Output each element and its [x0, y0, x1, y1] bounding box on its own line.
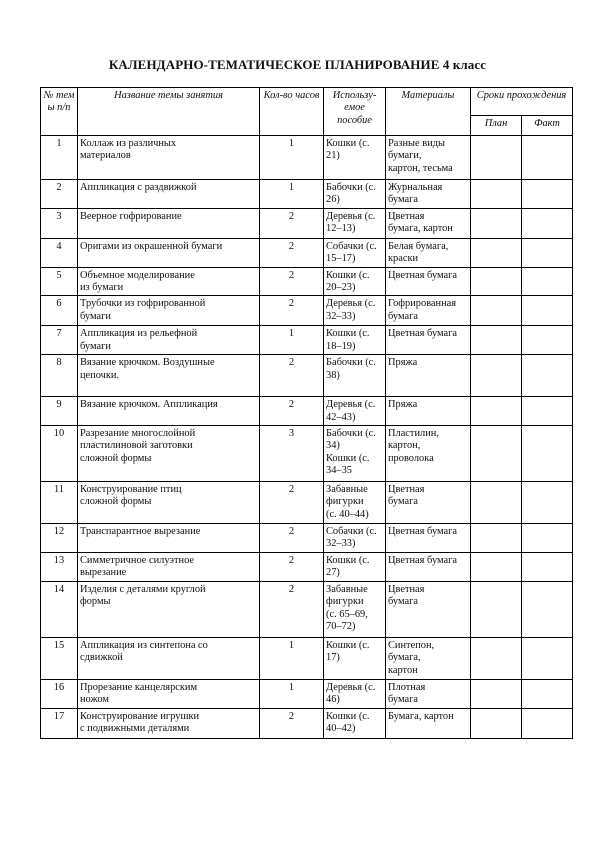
row-plan-date[interactable] [471, 267, 522, 296]
row-materials: Пряжа [386, 355, 471, 397]
row-materials: Цветная бумага [386, 482, 471, 524]
row-hours: 1 [260, 679, 324, 708]
row-number: 2 [41, 180, 78, 209]
row-materials: Пластилин, картон, проволока [386, 426, 471, 482]
table-row [41, 708, 573, 738]
row-fact-date[interactable] [522, 136, 573, 180]
row-hours: 2 [260, 208, 324, 238]
row-aid: Бабочки (с. 38) [324, 355, 386, 397]
row-hours: 2 [260, 552, 324, 581]
row-plan-date[interactable] [471, 136, 522, 180]
header-plan: План [471, 116, 522, 136]
row-fact-date[interactable] [522, 296, 573, 326]
row-fact-date[interactable] [522, 426, 573, 482]
row-materials: Пряжа [386, 397, 471, 426]
row-plan-date[interactable] [471, 552, 522, 581]
row-number: 3 [41, 208, 78, 238]
row-fact-date[interactable] [522, 355, 573, 397]
row-topic-name: Конструирование птиц сложной формы [78, 482, 260, 524]
row-topic-name: Разрезание многослойной пластилиновой заготовки сложной формы [78, 426, 260, 482]
table-row [41, 482, 573, 524]
row-number: 9 [41, 397, 78, 426]
header-hours: Кол-во часов [260, 88, 324, 136]
row-topic-name: Вязание крючком. Воздушные цепочки. [78, 355, 260, 397]
row-hours: 1 [260, 326, 324, 355]
row-plan-date[interactable] [471, 679, 522, 708]
row-topic-name: Аппликация из рельефной бумаги [78, 326, 260, 355]
row-fact-date[interactable] [522, 482, 573, 524]
row-plan-date[interactable] [471, 355, 522, 397]
row-plan-date[interactable] [471, 482, 522, 524]
row-materials: Цветная бумага, картон [386, 208, 471, 238]
row-fact-date[interactable] [522, 552, 573, 581]
row-aid: Деревья (с. 12–13) [324, 208, 386, 238]
row-topic-name: Аппликация из синтепона со сдвижкой [78, 637, 260, 679]
header-number: № тем ы п/п [41, 88, 78, 136]
table-row [41, 326, 573, 355]
row-fact-date[interactable] [522, 180, 573, 209]
row-plan-date[interactable] [471, 296, 522, 326]
row-aid: Деревья (с. 46) [324, 679, 386, 708]
row-materials: Цветная бумага [386, 552, 471, 581]
row-number: 13 [41, 552, 78, 581]
row-materials: Бумага, картон [386, 708, 471, 738]
table-row [41, 355, 573, 397]
row-topic-name: Прорезание канцелярским ножом [78, 679, 260, 708]
table-row [41, 679, 573, 708]
row-plan-date[interactable] [471, 637, 522, 679]
row-materials: Цветная бумага [386, 326, 471, 355]
row-topic-name: Транспарантное вырезание [78, 524, 260, 553]
row-plan-date[interactable] [471, 180, 522, 209]
row-plan-date[interactable] [471, 238, 522, 267]
table-body [41, 136, 573, 739]
row-aid: Кошки (с. 18–19) [324, 326, 386, 355]
table-row [41, 524, 573, 553]
row-number: 15 [41, 637, 78, 679]
row-hours: 2 [260, 524, 324, 553]
table-row [41, 296, 573, 326]
header-topic-name: Название темы занятия [78, 88, 260, 136]
row-hours: 2 [260, 482, 324, 524]
row-fact-date[interactable] [522, 524, 573, 553]
row-topic-name: Веерное гофрирование [78, 208, 260, 238]
row-hours: 2 [260, 267, 324, 296]
table-row [41, 426, 573, 482]
row-number: 4 [41, 238, 78, 267]
row-topic-name: Коллаж из различных материалов [78, 136, 260, 180]
row-topic-name: Трубочки из гофрированной бумаги [78, 296, 260, 326]
header-materials: Материалы [386, 88, 471, 136]
table-row [41, 136, 573, 180]
row-topic-name: Симметричное силуэтное вырезание [78, 552, 260, 581]
row-topic-name: Вязание крючком. Аппликация [78, 397, 260, 426]
row-topic-name: Оригами из окрашенной бумаги [78, 238, 260, 267]
row-fact-date[interactable] [522, 708, 573, 738]
row-aid: Деревья (с. 42–43) [324, 397, 386, 426]
planning-table [40, 87, 573, 739]
header-aid: Использу- емое пособие [324, 88, 386, 136]
table-row [41, 552, 573, 581]
row-fact-date[interactable] [522, 637, 573, 679]
row-aid: Кошки (с. 40–42) [324, 708, 386, 738]
row-hours: 1 [260, 637, 324, 679]
row-fact-date[interactable] [522, 581, 573, 637]
table-row [41, 581, 573, 637]
row-fact-date[interactable] [522, 679, 573, 708]
row-number: 7 [41, 326, 78, 355]
row-hours: 2 [260, 355, 324, 397]
row-hours: 3 [260, 426, 324, 482]
row-materials: Цветная бумага [386, 524, 471, 553]
table-row [41, 180, 573, 209]
row-fact-date[interactable] [522, 238, 573, 267]
row-aid: Деревья (с. 32–33) [324, 296, 386, 326]
header-dates: Сроки прохождения [471, 88, 573, 116]
row-plan-date[interactable] [471, 426, 522, 482]
row-hours: 1 [260, 180, 324, 209]
row-plan-date[interactable] [471, 524, 522, 553]
row-plan-date[interactable] [471, 581, 522, 637]
row-materials: Плотная бумага [386, 679, 471, 708]
row-hours: 2 [260, 397, 324, 426]
row-fact-date[interactable] [522, 397, 573, 426]
row-number: 5 [41, 267, 78, 296]
row-topic-name: Конструирование игрушки с подвижными деталями [78, 708, 260, 738]
row-number: 6 [41, 296, 78, 326]
row-number: 10 [41, 426, 78, 482]
table-row [41, 208, 573, 238]
row-aid: Кошки (с. 20–23) [324, 267, 386, 296]
row-aid: Кошки (с. 21) [324, 136, 386, 180]
table-row [41, 267, 573, 296]
row-aid: Забавные фигурки (с. 65–69, 70–72) [324, 581, 386, 637]
row-topic-name: Объемное моделирование из бумаги [78, 267, 260, 296]
row-number: 16 [41, 679, 78, 708]
row-materials: Журнальная бумага [386, 180, 471, 209]
row-aid: Собачки (с. 32–33) [324, 524, 386, 553]
row-materials: Цветная бумага [386, 581, 471, 637]
row-number: 11 [41, 482, 78, 524]
table-row [41, 637, 573, 679]
row-aid: Бабочки (с. 26) [324, 180, 386, 209]
row-materials: Белая бумага, краски [386, 238, 471, 267]
row-materials: Синтепон, бумага, картон [386, 637, 471, 679]
row-hours: 2 [260, 708, 324, 738]
header-fact: Факт [522, 116, 573, 136]
row-materials: Гофрированная бумага [386, 296, 471, 326]
row-aid: Собачки (с. 15–17) [324, 238, 386, 267]
row-fact-date[interactable] [522, 208, 573, 238]
row-plan-date[interactable] [471, 208, 522, 238]
row-materials: Цветная бумага [386, 267, 471, 296]
row-number: 14 [41, 581, 78, 637]
table-row [41, 397, 573, 426]
row-hours: 1 [260, 136, 324, 180]
row-hours: 2 [260, 296, 324, 326]
row-number: 1 [41, 136, 78, 180]
row-plan-date[interactable] [471, 326, 522, 355]
row-number: 17 [41, 708, 78, 738]
row-number: 12 [41, 524, 78, 553]
row-fact-date[interactable] [522, 267, 573, 296]
row-topic-name: Изделия с деталями круглой формы [78, 581, 260, 637]
row-plan-date[interactable] [471, 397, 522, 426]
row-hours: 2 [260, 238, 324, 267]
table-row [41, 238, 573, 267]
row-aid: Бабочки (с. 34) Кошки (с. 34–35 [324, 426, 386, 482]
row-fact-date[interactable] [522, 326, 573, 355]
page-title: КАЛЕНДАРНО-ТЕМАТИЧЕСКОЕ ПЛАНИРОВАНИЕ 4 класс [108, 57, 487, 72]
row-aid: Забавные фигурки (с. 40–44) [324, 482, 386, 524]
row-aid: Кошки (с. 17) [324, 637, 386, 679]
row-aid: Кошки (с. 27) [324, 552, 386, 581]
row-materials: Разные виды бумаги, картон, тесьма [386, 136, 471, 180]
row-hours: 2 [260, 581, 324, 637]
row-topic-name: Аппликация с раздвижкой [78, 180, 260, 209]
row-plan-date[interactable] [471, 708, 522, 738]
row-number: 8 [41, 355, 78, 397]
